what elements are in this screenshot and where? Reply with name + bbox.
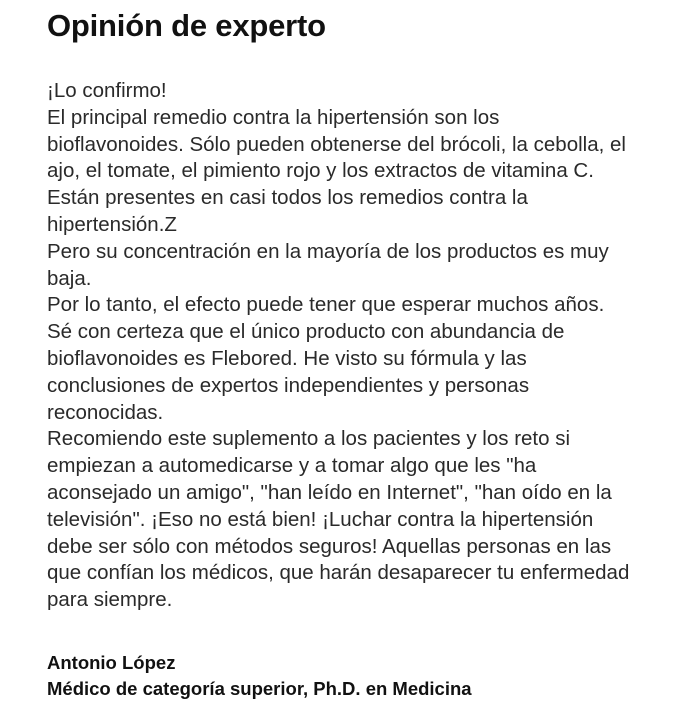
author-credentials: Médico de categoría superior, Ph.D. en Medicina [47, 678, 472, 699]
text-line: ¡Lo confirmo! [47, 79, 167, 102]
text-line: para siempre. [47, 588, 173, 612]
text-line: bioflavonoides. Sólo pueden obtenerse del brócoli, la cebolla, el [47, 132, 626, 156]
text-line: ajo, el tomate, el pimiento rojo y los extractos de vitamina C. [47, 159, 594, 183]
text-line: conclusiones de expertos independientes y personas [47, 373, 530, 397]
text-line: El principal remedio contra la hipertensión son los [47, 105, 500, 129]
text-line: Están presentes en casi todos los remedios contra la [47, 186, 528, 210]
text-line: baja. [47, 266, 92, 290]
text-line: Sé con certeza que el único producto con abundancia de [47, 320, 565, 344]
text-line: que confían los médicos, que harán desaparecer tu enfermedad [47, 561, 630, 585]
text-line: debe ser sólo con métodos seguros! Aquellas personas en las [47, 534, 612, 558]
author-name: Antonio López [47, 652, 176, 673]
text-line: empiezan a automedicarse y a tomar algo que les "ha [47, 454, 537, 478]
text-line: reconocidas. [47, 400, 164, 424]
text-line: Por lo tanto, el efecto puede tener que esperar muchos años. [47, 293, 605, 317]
text-line: bioflavonoides es Flebored. He visto su fórmula y las [47, 346, 527, 370]
author-signature [47, 650, 472, 702]
text-line: Pero su concentración en la mayoría de los productos es muy [47, 239, 609, 263]
text-line: televisión". ¡Eso no está bien! ¡Luchar contra la hipertensión [47, 507, 594, 531]
text-line: hipertensión.Z [47, 212, 177, 236]
page-title: Opinión de experto [47, 8, 326, 43]
expert-opinion-text [47, 78, 677, 614]
text-line: Recomiendo este suplemento a los pacientes y los reto si [47, 427, 571, 451]
text-line: aconsejado un amigo", "han leído en Internet", "han oído en la [47, 480, 612, 504]
